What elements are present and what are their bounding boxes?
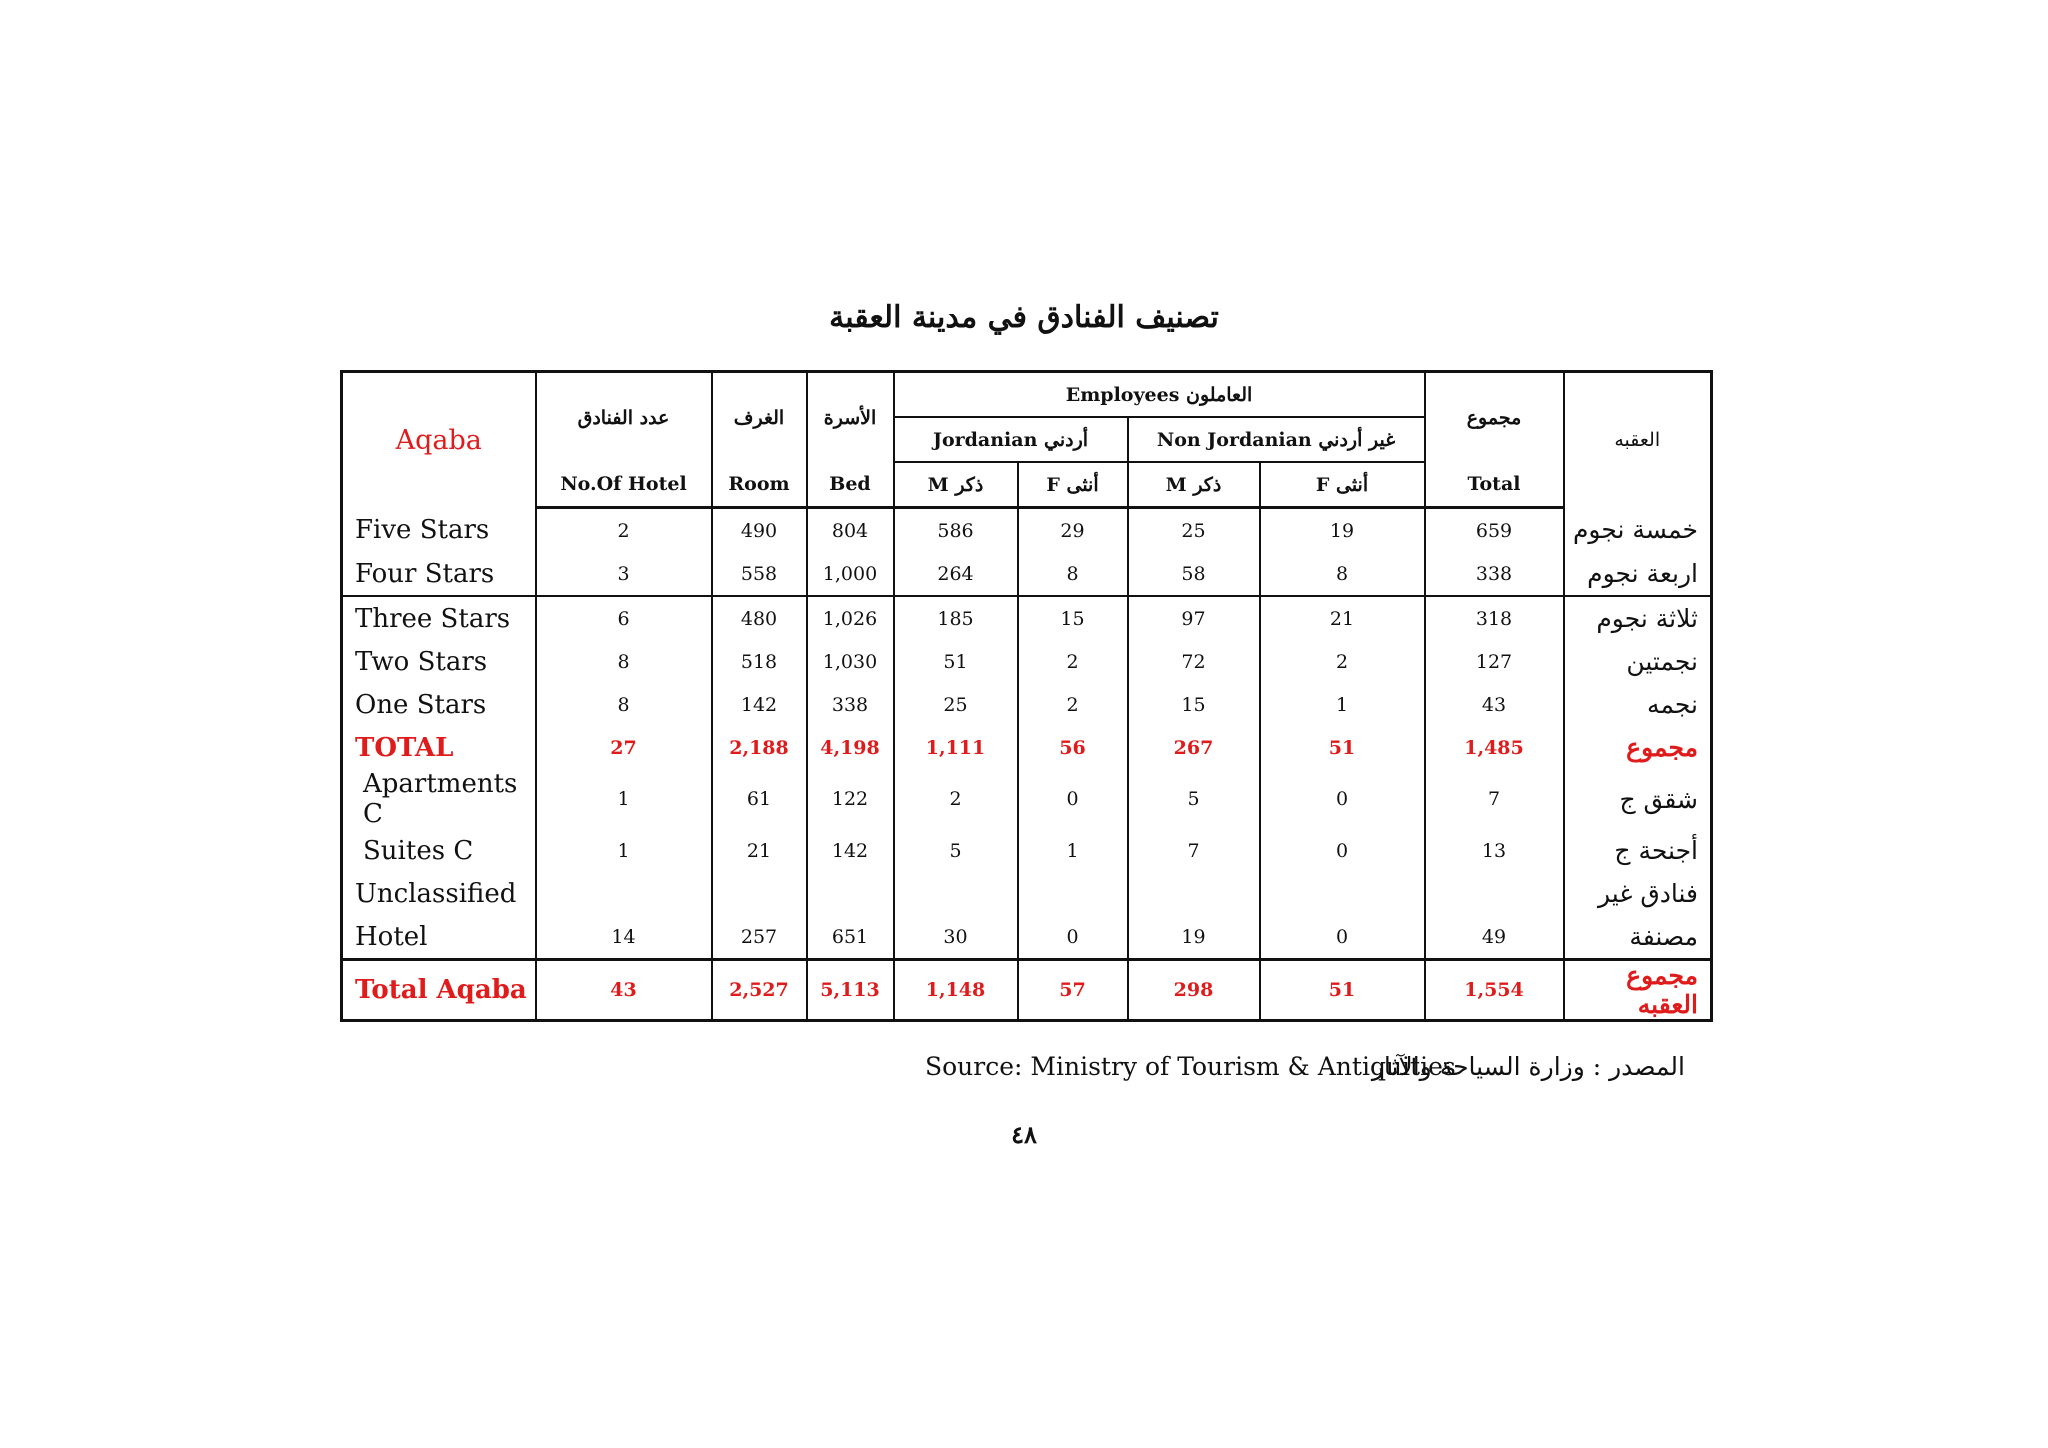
- cell-hotels: 3: [536, 552, 712, 596]
- header-hotels-ar: عدد الفنادق: [536, 372, 712, 463]
- cell-room: 558: [712, 552, 807, 596]
- cell-non-jordanian-f: 2: [1260, 640, 1425, 683]
- cell-hotels: 8: [536, 683, 712, 726]
- table-row: [342, 829, 1712, 872]
- cell-room: 142: [712, 683, 807, 726]
- row-label-ar: فنادق غير: [1564, 872, 1712, 915]
- row-label-ar: مجموع العقبه: [1564, 960, 1712, 1021]
- cell-jordanian-f: 15: [1018, 596, 1128, 640]
- cell-hotels: [536, 872, 712, 915]
- row-label-ar: نجمه: [1564, 683, 1712, 726]
- row-label-en: TOTAL: [342, 726, 536, 769]
- cell-hotels: 14: [536, 915, 712, 960]
- cell-hotels: 1: [536, 829, 712, 872]
- cell-non-jordanian-f: 19: [1260, 508, 1425, 553]
- row-label-en: Hotel: [342, 915, 536, 960]
- cell-jordanian-m: 5: [894, 829, 1018, 872]
- cell-non-jordanian-f: [1260, 872, 1425, 915]
- header-non-jordanian-m: M ذكر: [1128, 462, 1260, 508]
- cell-hotels: 2: [536, 508, 712, 553]
- cell-jordanian-m: [894, 872, 1018, 915]
- cell-bed: 1,030: [807, 640, 894, 683]
- row-label-ar: ثلاثة نجوم: [1564, 596, 1712, 640]
- cell-room: 518: [712, 640, 807, 683]
- cell-non-jordanian-f: 51: [1260, 726, 1425, 769]
- table-row: [342, 596, 1712, 640]
- cell-jordanian-m: 586: [894, 508, 1018, 553]
- cell-non-jordanian-m: 58: [1128, 552, 1260, 596]
- row-label-ar: خمسة نجوم: [1564, 508, 1712, 553]
- cell-room: 480: [712, 596, 807, 640]
- cell-jordanian-f: 2: [1018, 640, 1128, 683]
- cell-room: 257: [712, 915, 807, 960]
- row-label-ar: اربعة نجوم: [1564, 552, 1712, 596]
- table-row: [342, 872, 1712, 915]
- hotel-classification-table: [340, 370, 1713, 1022]
- cell-bed: 651: [807, 915, 894, 960]
- row-label-en: Suites C: [342, 829, 536, 872]
- cell-non-jordanian-m: 25: [1128, 508, 1260, 553]
- cell-non-jordanian-f: 21: [1260, 596, 1425, 640]
- row-label-ar: مصنفة: [1564, 915, 1712, 960]
- table-row-grand-total: [342, 960, 1712, 1021]
- row-label-en: Four Stars: [342, 552, 536, 596]
- cell-non-jordanian-m: 298: [1128, 960, 1260, 1021]
- cell-non-jordanian-m: 7: [1128, 829, 1260, 872]
- source-ar: المصدر : وزارة السياحة والآثار: [1371, 1052, 1685, 1081]
- cell-hotels: 1: [536, 769, 712, 829]
- table-row: [342, 552, 1712, 596]
- cell-non-jordanian-m: [1128, 872, 1260, 915]
- cell-bed: 5,113: [807, 960, 894, 1021]
- row-label-en: One Stars: [342, 683, 536, 726]
- row-label-en: Three Stars: [342, 596, 536, 640]
- page-title: تصنيف الفنادق في مدينة العقبة: [829, 300, 1219, 335]
- cell-jordanian-m: 2: [894, 769, 1018, 829]
- cell-jordanian-m: 30: [894, 915, 1018, 960]
- row-label-ar: أجنحة ج: [1564, 829, 1712, 872]
- cell-total: 338: [1425, 552, 1564, 596]
- cell-total: 49: [1425, 915, 1564, 960]
- header-row-1: [342, 372, 1712, 418]
- table-row: [342, 683, 1712, 726]
- header-room-en: Room: [712, 462, 807, 508]
- table-row: [342, 915, 1712, 960]
- cell-non-jordanian-m: 72: [1128, 640, 1260, 683]
- cell-room: [712, 872, 807, 915]
- cell-bed: 4,198: [807, 726, 894, 769]
- cell-jordanian-m: 1,111: [894, 726, 1018, 769]
- cell-non-jordanian-f: 0: [1260, 829, 1425, 872]
- cell-total: 43: [1425, 683, 1564, 726]
- cell-bed: 804: [807, 508, 894, 553]
- header-room-ar: الغرف: [712, 372, 807, 463]
- row-label-en: Two Stars: [342, 640, 536, 683]
- cell-bed: 1,026: [807, 596, 894, 640]
- cell-room: 2,188: [712, 726, 807, 769]
- cell-room: 61: [712, 769, 807, 829]
- cell-total: 659: [1425, 508, 1564, 553]
- header-jordanian-m: M ذكر: [894, 462, 1018, 508]
- cell-hotels: 43: [536, 960, 712, 1021]
- header-non-jordanian: Non Jordanian غير أردني: [1128, 417, 1425, 462]
- cell-jordanian-f: [1018, 872, 1128, 915]
- cell-jordanian-m: 1,148: [894, 960, 1018, 1021]
- header-non-jordanian-f: F أنثى: [1260, 462, 1425, 508]
- cell-bed: 142: [807, 829, 894, 872]
- row-label-ar: شقق ج: [1564, 769, 1712, 829]
- header-region-ar: العقبه: [1564, 372, 1712, 508]
- cell-jordanian-f: 0: [1018, 915, 1128, 960]
- header-total-ar: مجموع: [1425, 372, 1564, 463]
- cell-jordanian-f: 0: [1018, 769, 1128, 829]
- row-label-ar: نجمتين: [1564, 640, 1712, 683]
- header-jordanian: Jordanian أردني: [894, 417, 1128, 462]
- cell-bed: 122: [807, 769, 894, 829]
- cell-non-jordanian-m: 5: [1128, 769, 1260, 829]
- cell-jordanian-m: 51: [894, 640, 1018, 683]
- header-jordanian-f: F أنثى: [1018, 462, 1128, 508]
- header-bed-ar: الأسرة: [807, 372, 894, 463]
- cell-jordanian-f: 1: [1018, 829, 1128, 872]
- table-row-total: [342, 726, 1712, 769]
- header-total-en: Total: [1425, 462, 1564, 508]
- row-label-en: Five Stars: [342, 508, 536, 553]
- cell-hotels: 8: [536, 640, 712, 683]
- cell-non-jordanian-m: 15: [1128, 683, 1260, 726]
- header-bed-en: Bed: [807, 462, 894, 508]
- cell-total: 318: [1425, 596, 1564, 640]
- row-label-ar: مجموع: [1564, 726, 1712, 769]
- cell-total: 1,485: [1425, 726, 1564, 769]
- cell-jordanian-f: 8: [1018, 552, 1128, 596]
- cell-non-jordanian-m: 97: [1128, 596, 1260, 640]
- cell-non-jordanian-f: 0: [1260, 915, 1425, 960]
- source-en: Source: Ministry of Tourism & Antiquities: [925, 1052, 1456, 1081]
- cell-total: [1425, 872, 1564, 915]
- header-aqaba: Aqaba: [342, 372, 536, 508]
- cell-non-jordanian-f: 51: [1260, 960, 1425, 1021]
- page-number: ٤٨: [1011, 1120, 1037, 1149]
- table-row: [342, 640, 1712, 683]
- row-label-en: Apartments C: [342, 769, 536, 829]
- cell-jordanian-f: 2: [1018, 683, 1128, 726]
- cell-room: 490: [712, 508, 807, 553]
- header-employees: Employees العاملون: [894, 372, 1425, 418]
- row-label-en: Unclassified: [342, 872, 536, 915]
- cell-non-jordanian-f: 1: [1260, 683, 1425, 726]
- cell-bed: 1,000: [807, 552, 894, 596]
- cell-jordanian-m: 185: [894, 596, 1018, 640]
- cell-bed: [807, 872, 894, 915]
- table-row: [342, 508, 1712, 553]
- cell-jordanian-f: 29: [1018, 508, 1128, 553]
- cell-hotels: 27: [536, 726, 712, 769]
- row-label-en: Total Aqaba: [342, 960, 536, 1021]
- cell-jordanian-m: 264: [894, 552, 1018, 596]
- header-row-3: [342, 462, 1712, 508]
- cell-non-jordanian-m: 267: [1128, 726, 1260, 769]
- cell-jordanian-f: 56: [1018, 726, 1128, 769]
- cell-room: 21: [712, 829, 807, 872]
- cell-total: 13: [1425, 829, 1564, 872]
- header-hotels-en: No.Of Hotel: [536, 462, 712, 508]
- cell-jordanian-m: 25: [894, 683, 1018, 726]
- cell-jordanian-f: 57: [1018, 960, 1128, 1021]
- cell-bed: 338: [807, 683, 894, 726]
- cell-non-jordanian-f: 0: [1260, 769, 1425, 829]
- cell-total: 7: [1425, 769, 1564, 829]
- cell-non-jordanian-m: 19: [1128, 915, 1260, 960]
- cell-total: 127: [1425, 640, 1564, 683]
- cell-total: 1,554: [1425, 960, 1564, 1021]
- cell-hotels: 6: [536, 596, 712, 640]
- table-row: [342, 769, 1712, 829]
- cell-room: 2,527: [712, 960, 807, 1021]
- cell-non-jordanian-f: 8: [1260, 552, 1425, 596]
